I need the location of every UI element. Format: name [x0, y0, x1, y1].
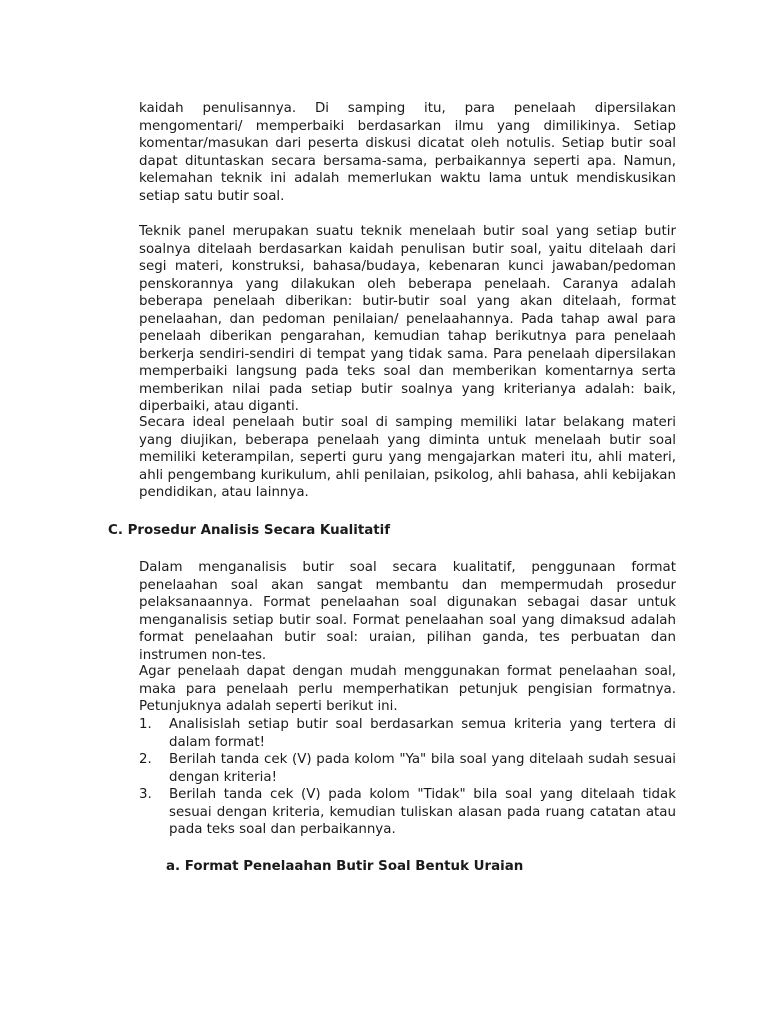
list-item-number: 3.	[139, 787, 152, 802]
list-item	[139, 786, 676, 839]
list-item-text: Analisislah setiap butir soal berdasarkan semua kriteria yang tertera di dalam format!	[169, 717, 676, 750]
list-item-number: 1.	[139, 717, 152, 732]
list-item-number: 2.	[139, 752, 152, 767]
section-heading-c: C. Prosedur Analisis Secara Kualitatif	[108, 523, 391, 538]
list-item-text: Berilah tanda cek (V) pada kolom "Tidak" bila soal yang ditelaah tidak sesuai dengan kriteria, kemudian tuliskan alasan pada ruang catatan atau pada teks soal dan perbaikannya.	[169, 787, 676, 837]
paragraph-qualitative-analysis: Dalam menganalisis butir soal secara kualitatif, penggunaan format penelaahan soal akan sangat membantu dan mempermudah prosedur pelaksanaannya. Format penelaahan soal digunakan sebagai dasar untuk menganalisis setiap butir soal. Format penelaahan soal yang dimaksud adalah format penelaahan butir soal: uraian, pilihan ganda, tes perbuatan dan instrumen non-tes.	[139, 560, 676, 663]
paragraph-discussion-technique: kaidah penulisannya. Di samping itu, para penelaah dipersilakan mengomentari/ memperbaiki berdasarkan ilmu yang dimilikinya. Setiap komentar/masukan dari peserta diskusi dicatat oleh notulis. Setiap butir soal dapat dituntaskan secara bersama-sama, perbaikannya seperti apa. Namun, kelemahan teknik ini adalah memerlukan waktu lama untuk mendiskusikan setiap satu butir soal.	[139, 101, 676, 204]
list-item-text: Berilah tanda cek (V) pada kolom "Ya" bila soal yang ditelaah sudah sesuai dengan kriteria!	[169, 752, 676, 785]
list-item	[139, 751, 676, 786]
paragraph-instructions-intro: Agar penelaah dapat dengan mudah menggunakan format penelaahan soal, maka para penelaah perlu memperhatikan petunjuk pengisian formatnya. Petunjuknya adalah seperti berikut ini.	[139, 664, 676, 714]
list-item	[139, 716, 676, 751]
instruction-list	[139, 716, 676, 839]
subsection-heading-a: a. Format Penelaahan Butir Soal Bentuk Uraian	[166, 859, 524, 874]
paragraph-ideal-reviewer: Secara ideal penelaah butir soal di samping memiliki latar belakang materi yang diujikan, beberapa penelaah yang diminta untuk menelaah butir soal memiliki keterampilan, seperti guru yang mengajarkan materi itu, ahli materi, ahli pengembang kurikulum, ahli penilaian, psikolog, ahli bahasa, ahli kebijakan pendidikan, atau lainnya.	[139, 415, 676, 500]
paragraph-panel-technique: Teknik panel merupakan suatu teknik menelaah butir soal yang setiap butir soalnya ditelaah berdasarkan kaidah penulisan butir soal, yaitu ditelaah dari segi materi, konstruksi, bahasa/budaya, kebenaran kunci jawaban/pedoman penskorannya yang dilakukan oleh beberapa penelaah. Caranya adalah beberapa penelaah diberikan: butir-butir soal yang akan ditelaah, format penelaahan, dan pedoman penilaian/ penelaahannya. Pada tahap awal para penelaah diberikan pengarahan, kemudian tahap berikutnya para penelaah berkerja sendiri-sendiri di tempat yang tidak sama. Para penelaah dipersilakan memperbaiki langsung pada teks soal dan memberikan komentarnya serta memberikan nilai pada setiap butir soalnya yang kriterianya adalah: baik, diperbaiki, atau diganti.	[139, 224, 676, 414]
